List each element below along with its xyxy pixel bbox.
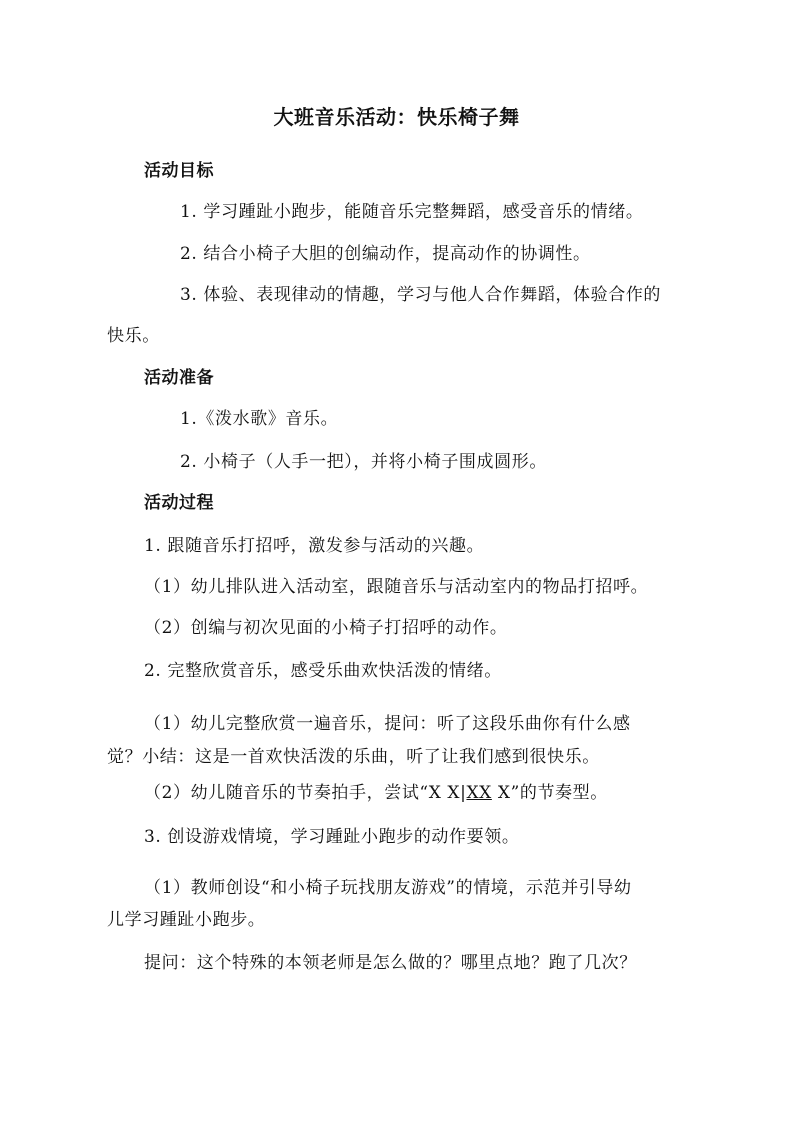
process-question: 提问：这个特殊的本领老师是怎么做的？哪里点地？跑了几次？ — [144, 953, 637, 973]
goal-item-1: 1. 学习踵趾小跑步，能随音乐完整舞蹈，感受音乐的情绪。 — [180, 202, 644, 222]
goal-item-2: 2. 结合小椅子大胆的创编动作，提高动作的协调性。 — [180, 244, 591, 264]
rhythm-text-before: （2）幼儿随音乐的节奏拍手，尝试“X X| — [144, 783, 467, 803]
process-step-3: 3. 创设游戏情境，学习踵趾小跑步的动作要领。 — [144, 827, 520, 847]
rhythm-underlined-beat: XX — [466, 783, 492, 803]
process-step-3-sub-1-continued: 儿学习踵趾小跑步。 — [107, 910, 266, 930]
process-step-1-sub-2: （2）创编与初次见面的小椅子打招呼的动作。 — [144, 618, 508, 638]
process-step-2-sub-2 — [144, 782, 608, 804]
document-title: 大班音乐活动：快乐椅子舞 — [273, 105, 520, 129]
goal-item-3-continued: 快乐。 — [107, 326, 160, 346]
process-step-2-sub-1: （1）幼儿完整欣赏一遍音乐，提问：听了这段乐曲你有什么感 — [144, 714, 631, 734]
goal-item-3: 3. 体验、表现律动的情趣，学习与他人合作舞蹈，体验合作的 — [180, 285, 662, 305]
preparation-heading: 活动准备 — [144, 368, 214, 388]
process-step-3-sub-1: （1）教师创设“和小椅子玩找朋友游戏”的情境，示范并引导幼 — [144, 878, 632, 898]
rhythm-text-after: X”的节奏型。 — [491, 783, 608, 803]
process-step-2-sub-1-continued: 觉？小结：这是一首欢快活泼的乐曲，听了让我们感到很快乐。 — [107, 747, 600, 767]
process-step-1-sub-1: （1）幼儿排队进入活动室，跟随音乐与活动室内的物品打招呼。 — [144, 577, 649, 597]
preparation-item-2: 2. 小椅子（人手一把），并将小椅子围成圆形。 — [180, 452, 547, 472]
goals-heading: 活动目标 — [144, 161, 214, 181]
process-heading: 活动过程 — [144, 493, 214, 513]
preparation-item-1: 1.《泼水歌》音乐。 — [180, 409, 339, 429]
process-step-1: 1. 跟随音乐打招呼，激发参与活动的兴趣。 — [144, 536, 485, 556]
process-step-2: 2. 完整欣赏音乐，感受乐曲欢快活泼的情绪。 — [144, 661, 502, 681]
